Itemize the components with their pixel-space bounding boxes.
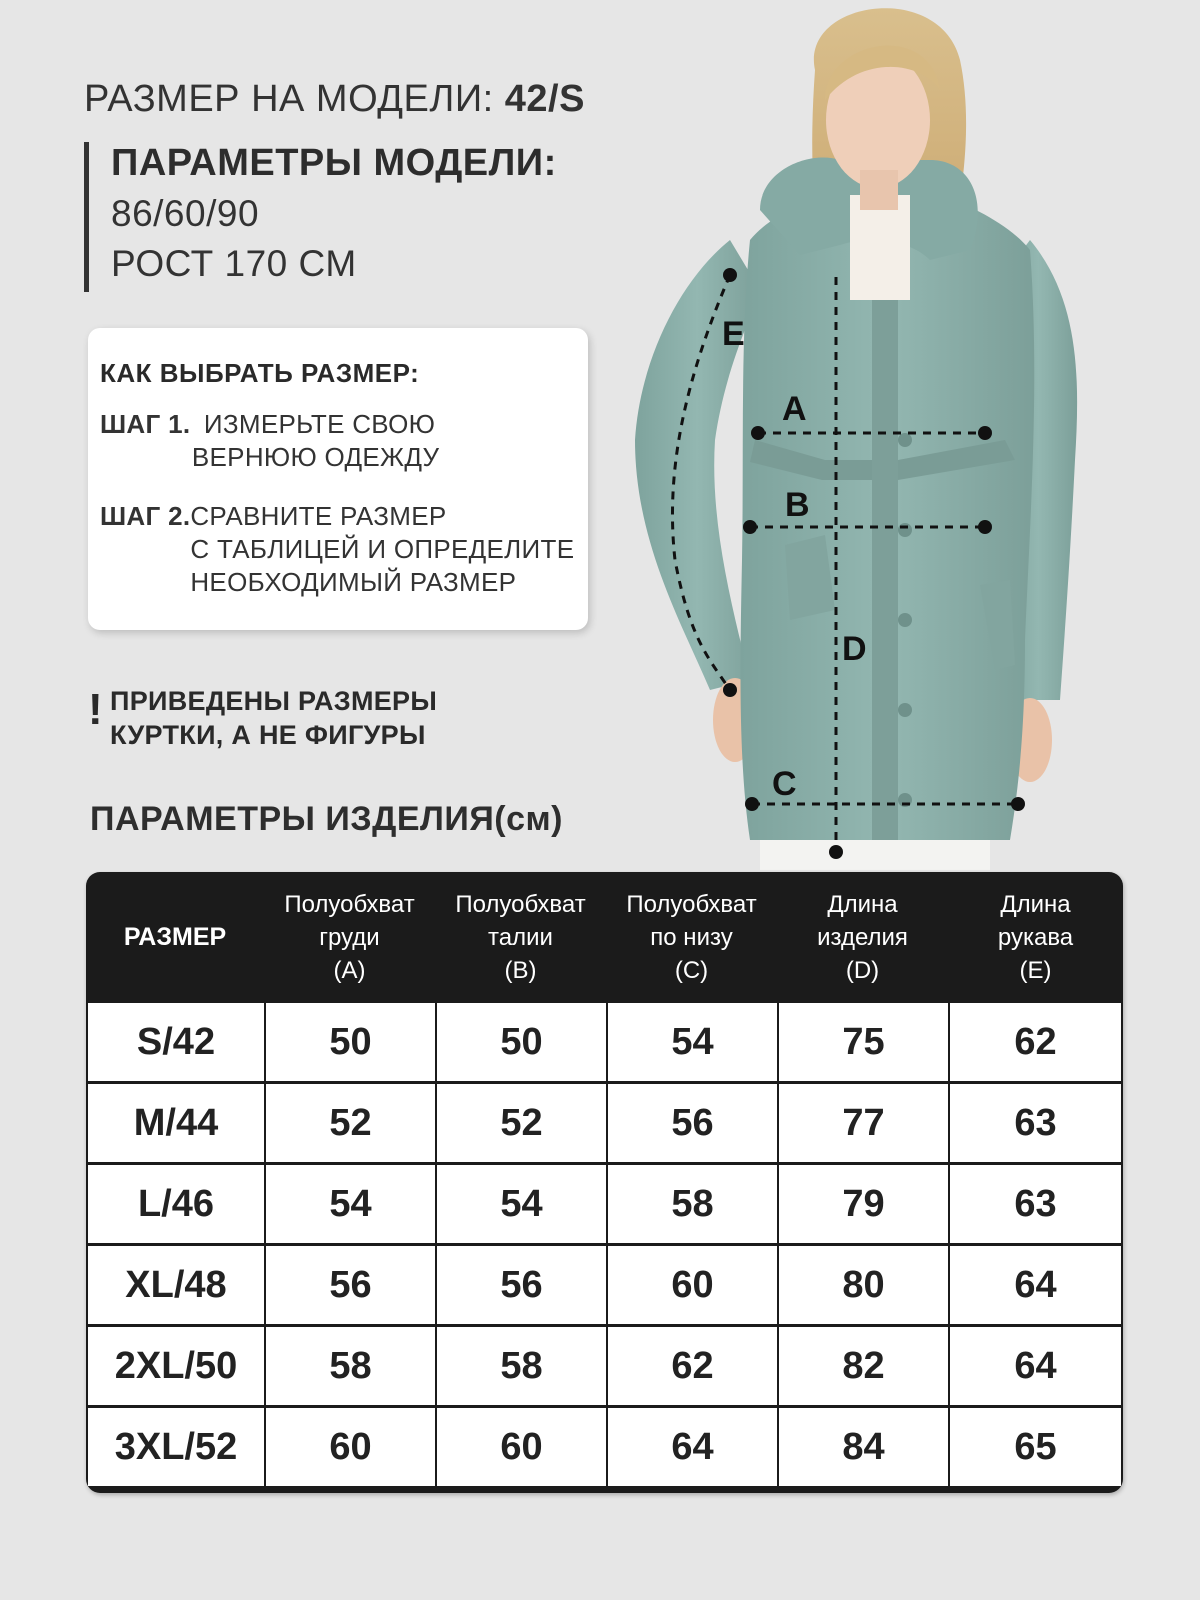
cell-size: XL/48: [88, 1246, 264, 1324]
step-1-line-1: ИЗМЕРЬТЕ СВОЮ: [203, 409, 436, 439]
cell-chest: 50: [266, 1003, 435, 1081]
model-size-label: РАЗМЕР НА МОДЕЛИ:: [84, 78, 494, 120]
cell-sleeve: 63: [950, 1165, 1121, 1243]
cell-length: 84: [779, 1408, 948, 1486]
model-photo-diagram: [610, 0, 1200, 870]
cell-size: 2XL/50: [88, 1327, 264, 1405]
cell-sleeve: 65: [950, 1408, 1121, 1486]
cell-waist: 54: [437, 1165, 606, 1243]
cell-length: 75: [779, 1003, 948, 1081]
diagram-label-c: C: [772, 765, 797, 803]
cell-sleeve: 64: [950, 1327, 1121, 1405]
table-row: [88, 1084, 1121, 1163]
header-chest: Полуобхват груди (A): [284, 890, 415, 984]
header-length: Длина изделия (D): [817, 890, 908, 984]
warning-note: [110, 684, 437, 752]
step-1: [100, 408, 439, 474]
table-row: [88, 1165, 1121, 1244]
cell-chest: 52: [266, 1084, 435, 1162]
cell-hem: 56: [608, 1084, 777, 1162]
model-height: РОСТ 170 СМ: [111, 243, 357, 284]
cell-chest: 54: [266, 1165, 435, 1243]
step-2-line-3: НЕОБХОДИМЫЙ РАЗМЕР: [190, 567, 517, 597]
cell-length: 82: [779, 1327, 948, 1405]
cell-size: 3XL/52: [88, 1408, 264, 1486]
cell-sleeve: 62: [950, 1003, 1121, 1081]
warning-line-1: ПРИВЕДЕНЫ РАЗМЕРЫ: [110, 686, 438, 716]
cell-size: L/46: [88, 1165, 264, 1243]
diagram-label-a: A: [782, 390, 807, 428]
cell-hem: 62: [608, 1327, 777, 1405]
model-params-title: ПАРАМЕТРЫ МОДЕЛИ:: [111, 142, 557, 184]
step-2-label: ШАГ 2.: [100, 501, 191, 531]
header-hem: Полуобхват по низу (C): [626, 890, 757, 984]
size-table: [86, 872, 1123, 1493]
table-row: [88, 1003, 1121, 1082]
cell-size: M/44: [88, 1084, 264, 1162]
header-sleeve: Длина рукава (E): [997, 890, 1074, 984]
cell-size: S/42: [88, 1003, 264, 1081]
warning-icon: !: [88, 685, 103, 734]
cell-waist: 60: [437, 1408, 606, 1486]
step-2: [100, 500, 574, 599]
warning-line-2: КУРТКИ, А НЕ ФИГУРЫ: [110, 720, 426, 750]
table-row: [88, 1327, 1121, 1406]
table-row: [88, 1408, 1121, 1487]
how-to-choose-card: [88, 328, 588, 630]
step-1-label: ШАГ 1.: [100, 409, 191, 439]
table-header: [86, 872, 1123, 1002]
model-params-block: [84, 142, 557, 292]
diagram-label-d: D: [842, 630, 867, 668]
header-waist: Полуобхват талии (B): [455, 890, 586, 984]
step-1-line-2: ВЕРНЮЮ ОДЕЖДУ: [191, 442, 440, 472]
cell-hem: 54: [608, 1003, 777, 1081]
cell-length: 80: [779, 1246, 948, 1324]
model-figure: [635, 8, 1077, 870]
model-size-line: [84, 78, 585, 121]
cell-chest: 58: [266, 1327, 435, 1405]
cell-waist: 50: [437, 1003, 606, 1081]
model-measurements: 86/60/90: [111, 193, 260, 234]
table-title: ПАРАМЕТРЫ ИЗДЕЛИЯ(см): [90, 800, 563, 838]
cell-chest: 60: [266, 1408, 435, 1486]
cell-length: 79: [779, 1165, 948, 1243]
diagram-label-b: B: [785, 486, 810, 524]
cell-hem: 60: [608, 1246, 777, 1324]
step-2-line-2: С ТАБЛИЦЕЙ И ОПРЕДЕЛИТЕ: [190, 534, 575, 564]
table-row: [88, 1246, 1121, 1325]
cell-sleeve: 64: [950, 1246, 1121, 1324]
cell-hem: 58: [608, 1165, 777, 1243]
header-size: РАЗМЕР: [123, 922, 227, 951]
cell-waist: 58: [437, 1327, 606, 1405]
model-size-value: 42/S: [504, 78, 585, 120]
cell-hem: 64: [608, 1408, 777, 1486]
step-2-line-1: СРАВНИТЕ РАЗМЕР: [190, 501, 447, 531]
cell-chest: 56: [266, 1246, 435, 1324]
how-to-choose-title: КАК ВЫБРАТЬ РАЗМЕР:: [100, 358, 420, 388]
cell-waist: 56: [437, 1246, 606, 1324]
diagram-label-e: E: [722, 315, 745, 353]
cell-length: 77: [779, 1084, 948, 1162]
cell-sleeve: 63: [950, 1084, 1121, 1162]
cell-waist: 52: [437, 1084, 606, 1162]
